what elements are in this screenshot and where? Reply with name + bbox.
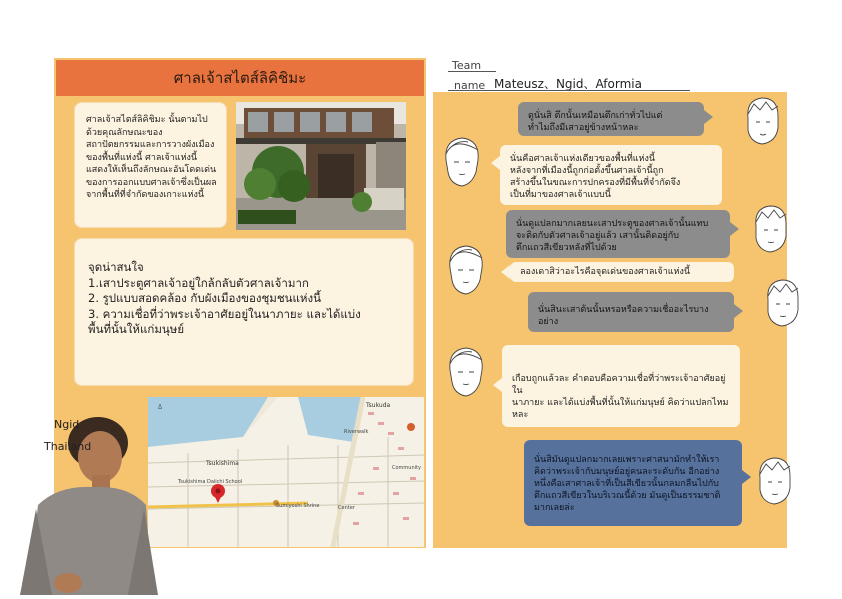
chat-line: ตึกแถวสีเขียวหลังที่ไปด้วย xyxy=(516,243,617,253)
team-members: Mateusz、Ngid、Aformia xyxy=(494,77,642,91)
name-underline xyxy=(448,90,690,91)
intro-line: ของการออกแบบศาลเจ้าซึ่งเป็นผล xyxy=(86,177,217,188)
character-sketch xyxy=(440,132,484,192)
chat-line: ตึกแถวสีเขียวในบริเวณนี้ด้วย มันดูเป็นธรรมชาติ xyxy=(534,491,721,501)
chat-bubble xyxy=(510,262,734,282)
chat-tail xyxy=(742,470,751,484)
chat-bubble xyxy=(518,102,704,136)
chat-line: สร้างขึ้นในขณะการปกครองที่มีพื้นที่จำกัดจึง xyxy=(510,178,681,188)
chat-bubble xyxy=(528,292,734,332)
intro-line: ด้วยคุณลักษณะของ xyxy=(86,127,163,138)
chat-bubble xyxy=(500,145,722,205)
shrine-photo-illustration xyxy=(236,102,406,230)
chat-line: นั่นสิมันดูแปลกมากเลยเพราะศาสนามักทำให้เรา xyxy=(534,455,720,465)
character-sketch xyxy=(752,452,796,512)
chat-tail xyxy=(491,156,500,170)
point-item: พื้นที่นั้นให้แก่มนุษย์ xyxy=(88,322,185,336)
person-illustration xyxy=(18,405,158,595)
map-label-school: Tsukishima Daiichi School xyxy=(178,479,243,485)
intro-card xyxy=(74,102,227,228)
map-label-center: Center xyxy=(338,505,355,511)
map-label-tsukuda: Tsukuda xyxy=(366,402,391,409)
intro-line: ศาลเจ้าสไตส์ลิคิชิมะ นั้นตามไป xyxy=(86,115,208,125)
chat-line: มากเลยล่ะ xyxy=(534,503,575,513)
map-label-riverwalk: Riverwalk xyxy=(344,429,369,435)
chat-line: หนึ่งคือเสาศาลเจ้าที่เป็นสีเขียวนั้นกลมกลืนไปกับ xyxy=(534,479,719,489)
points-title: จุดน่าสนใจ xyxy=(88,260,144,274)
page-title: ศาลเจ้าสไตส์ลิคิชิมะ xyxy=(56,60,424,96)
chat-bubble xyxy=(506,210,730,258)
chat-line: นาภายะ และได้แบ่งพื้นที่นั้นให้แก่มนุษย์ คิดว่าแปลกไหมหละ xyxy=(512,398,729,420)
intro-line: ของพื้นที่แห่งนี้ ศาลเจ้าแห่งนี้ xyxy=(86,152,198,163)
map-label-tsukishima: Tsukishima xyxy=(206,460,239,467)
character-sketch xyxy=(748,200,792,260)
svg-text:ᐃ: ᐃ xyxy=(158,404,163,411)
team-label: Team xyxy=(452,59,482,72)
point-item: 2. รูปแบบสอดคล้อง กับผังเมืองของชุมชนแห่งนี้ xyxy=(88,291,321,305)
chat-line: ดูนั่นสิ ตึกนั้นเหมือนตึกเก่าทั่วไปแต่ xyxy=(528,111,663,121)
chat-line: เกือบถูกแล้วละ คำตอบคือความเชื่อที่ว่าพระเจ้าอาศัยอยู่ใน xyxy=(512,374,726,396)
character-sketch xyxy=(444,342,488,402)
chat-tail xyxy=(704,110,713,124)
chat-bubble xyxy=(502,345,740,427)
intro-line: จากพื้นที่ที่จำกัดของเกาะแห่งนี้ xyxy=(86,190,204,200)
chat-tail xyxy=(501,265,510,279)
chat-line: ทำไมถึงมีเสาอยู่ข้างหน้าหละ xyxy=(528,123,639,133)
chat-tail xyxy=(730,222,739,236)
points-card xyxy=(74,238,414,386)
name-label: name xyxy=(454,79,486,92)
person-name: Ngid xyxy=(54,418,80,431)
chat-line: นั่นดูแปลกมากเลยนะเสาประตูของศาลเจ้านั้นแทบ xyxy=(516,219,709,229)
chat-tail xyxy=(734,304,743,318)
chat-line: จะติดกับตัวศาลเจ้าอยู่แล้ว เสานั้นติดอยู่กับ xyxy=(516,231,679,241)
location-map xyxy=(148,397,424,547)
map-label-community: Community xyxy=(392,465,421,471)
team-underline xyxy=(448,71,496,72)
chat-tail xyxy=(493,378,502,392)
point-item: 1.เสาประตูศาลเจ้าอยู่ใกล้กลับตัวศาลเจ้ามาก xyxy=(88,275,309,290)
map-illustration xyxy=(148,397,424,547)
character-sketch xyxy=(444,240,488,300)
intro-line: สถาปัตยกรรมและการวางผังเมือง xyxy=(86,140,215,150)
shrine-photo xyxy=(236,102,406,230)
person-country: Thailand xyxy=(44,440,92,453)
person-photo xyxy=(18,405,158,595)
character-sketch xyxy=(740,92,784,152)
chat-line: นั่นคือศาลเจ้าแห่งเดียวของพื้นที่แห่งนี้ xyxy=(510,154,656,164)
chat-line: หลังจากที่เมืองนี้ถูกก่อตั้งขึ้นศาลเจ้านี้ถูก xyxy=(510,166,664,176)
point-item: 3. ความเชื่อที่ว่าพระเจ้าอาศัยอยู่ในนาภายะ และได้แบ่ง xyxy=(88,306,361,321)
map-label-shrine: Sumiyoshi Shrine xyxy=(276,503,320,509)
chat-line: คิดว่าพระเจ้ากับมนุษย์อยู่คนละระดับกัน อีกอย่าง xyxy=(534,467,720,477)
character-sketch xyxy=(760,274,804,334)
chat-line: เป็นที่มาของศาลเจ้าแบบนี้ xyxy=(510,190,611,200)
chat-line: ลองเดาสิว่าอะไรคือจุดเด่นของศาลเจ้าแห่งนี้ xyxy=(520,267,691,277)
chat-line: นั่นสินะเสาต้นนั้นหรอหรือความเชื่ออะไรบางอย่าง xyxy=(538,305,709,327)
intro-line: แสดงให้เห็นถึงลักษณะอันโดดเด่น xyxy=(86,165,217,175)
chat-bubble xyxy=(524,440,742,526)
